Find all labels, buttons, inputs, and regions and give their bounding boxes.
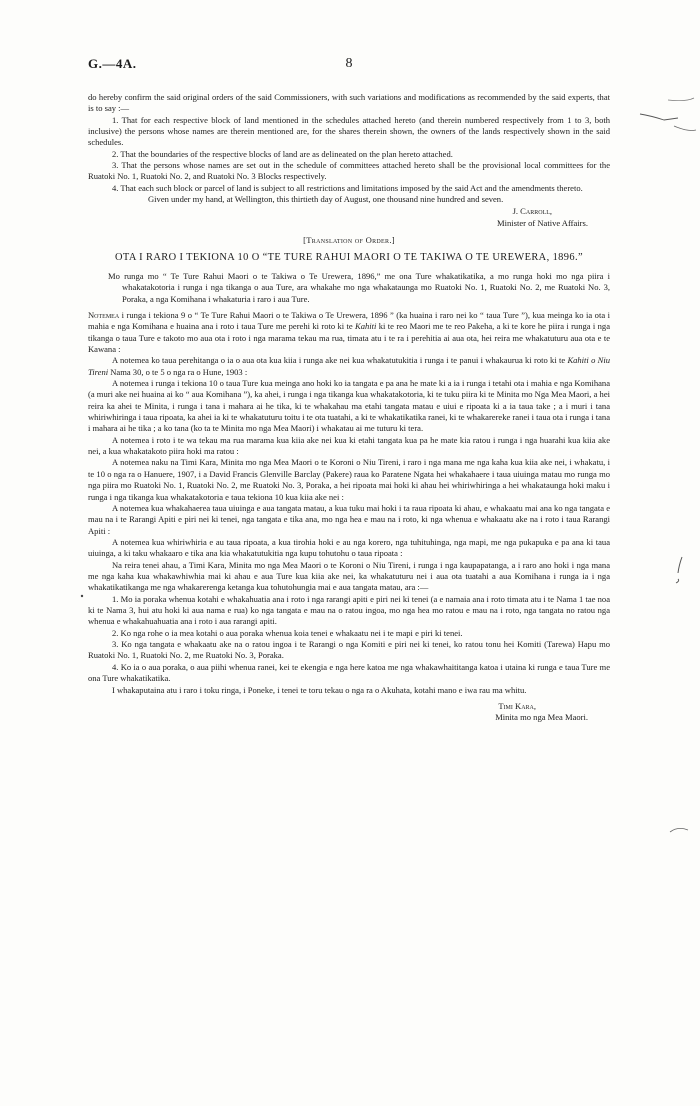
- maori-signature-title: Minita mo nga Mea Maori.: [495, 712, 588, 723]
- english-item: 4. That each such block or parcel of land is subject to all restrictions and limitations imposed by the said Act and the amendments thereto.: [112, 182, 583, 193]
- maori-paragraph-6: A notemea kua whakahaerea taua uiuinga e aua tangata matau, a kua tuku mai hoki i ta raua ripoata ki ahau, e whakaatu mai ana ko nga tangata e mau na i te Rarangi Apiti e piri nei ki tenei, nga tangata e tika ana, mo nga hea e mau na i roto, ki nga whenua e whakaatu ake na i roto i taua Rarangi Apiti :: [88, 502, 610, 536]
- maori-closing-line: I whakaputaina atu i raro i toku ringa, i Poneke, i tenei te toru tekau o nga ra o Akuhata, kotahi mano e iwa rau ma whitu.: [112, 685, 527, 696]
- english-signature-title: Minister of Native Affairs.: [497, 217, 588, 228]
- maori-item: 1. Mo ia poraka whenua kotahi e whakahuatia ana i roto i nga rarangi apiti e piri nei ki tenei (a e namaia ana i roto timata atu i te Nama 1 tae noa ki te Nama 3, hui atu hoki ki aua nama e rua) ko nga tangata e mau na o ratou ingoa, mo nga hea mo ratou e mau na i roto, nga tangata no ratou nga whenua e whakahuahuatia ana i roto i aua rarangi apiti.: [88, 593, 610, 627]
- page-number: 8: [345, 56, 353, 71]
- margin-curl-mark: [668, 824, 692, 838]
- maori-order-heading: OTA I RARO I TEKIONA 10 O “TE TURE RAHUI MAORI O TE TAKIWA O TE UREWERA, 1896.”: [115, 252, 583, 264]
- english-item: 2. That the boundaries of the respective blocks of land are as delineated on the plan hereto attached.: [112, 148, 453, 159]
- english-given-line: Given under my hand, at Wellington, this thirtieth day of August, one thousand nine hundred and seven.: [148, 194, 504, 205]
- maori-paragraph-3: A notemea i runga i tekiona 10 o taua Ture kua meinga ano hoki ko ia tangata e pa ana he mate ki a ia i runga i tetahi ota i mahia e nga Komihana (a muri ake nei huaina ai ko “ aua Komihana ”), ka ahei, i runga i nga tikanga kua whakatakotoria, ki te tuku piira ki te Minita mo Nga Mea Maori, a hei reira ka ahei te Minita, i runga i tana i mahara ai he tika, ki te whakahau ma etahi tangata matau e uiui e ripoata ki a ia taua take ; a i muri i tana whiriwhiringa i taua ripoata, ka ahei ia ki te whakatuturu toitu i te ota tuatahi, a ki te whakatikatika ranei, ki te whakarereke ranei i taua ota i runga i tana i mahara ai he tika ; a ko tana (ko ta te Minita mo nga Mea Maori) i whakatau ai me tuturu ki tera.: [88, 378, 610, 434]
- maori-signature-name: Timi Kara,: [498, 700, 536, 711]
- margin-dash-mark: [78, 591, 86, 601]
- document-page: [88, 58, 610, 723]
- translation-heading: [Translation of Order.]: [303, 235, 395, 246]
- maori-paragraph-1: Notemea i runga i tekiona 9 o “ Te Ture Rahui Maori o te Takiwa o Te Urewera, 1896 ” (ka huaina i raro nei ko “ taua Ture ”), kua meinga ko ia ota i mahia e nga Komihana e huaina ana i roto i taua Ture me perehi ki roto ki te Kahiti ki te reo Maori me te reo Pakeha, a ki te kore he piira i runga i nga tikanga o taua Ture e takoto mo aua ota i roto i nga marama tekau ma rua, timata atu i te ra i perehitia ai aua ota, hei reira me whakatuturu aua ota e te Kawana :: [88, 310, 610, 355]
- report-reference: G.—4A.: [88, 56, 137, 71]
- english-confirm-paragraph: do hereby confirm the said original orders of the said Commissioners, with such variations and modifications as recommended by the said experts, that is to say :—: [88, 92, 610, 114]
- maori-preamble: Mo runga mo “ Te Ture Rahui Maori o te Takiwa o Te Urewera, 1896,” me ona Ture whakatikatika, a mo runga hoki mo nga piira i whakatakotoria i runga i nga tikanga o aua Ture, ara whakahe mo nga whakataunga mo Ruatoki No. 1, Ruatoki No. 2, me Ruatoki No. 3, Poraka, a nga Komihana i whakaturia i raro i aua Ture.: [108, 270, 610, 304]
- maori-item: 2. Ko nga rohe o ia mea kotahi o aua poraka whenua koia tenei e whakaatu nei i te mapi e piri ki tenei.: [112, 627, 463, 638]
- english-signature-name: J. Carroll,: [512, 206, 552, 217]
- maori-paragraph-8: Na reira tenei ahau, a Timi Kara, Minita mo nga Mea Maori o te Koroni o Niu Tireni, i runga i nga kaupapatanga, a i raro ano hoki i nga mana me nga kaha kua whakawhiwhia mai ki ahau e aua Ture kua kiia ake nei, ka whakatuturu nei i aua ota tuatahi a aua Komihana i runga ia i nga whakatikatikanga me nga whakarerenga ketanga kua tohutohungia mai e aua tangata matau, ara :—: [88, 559, 610, 593]
- margin-bracket-mark: [638, 96, 698, 136]
- kahiti-niu-tireni-ref: Kahiti o Niu Tireni: [88, 355, 610, 377]
- maori-paragraph-5: A notemea naku na Timi Kara, Minita mo nga Mea Maori o te Koroni o Niu Tireni, i raro i nga mana me nga kaha kua kiia ake nei, i whakatu, i te 10 o nga ra o Hanuere, 1907, i a David Francis Glenville Barclay (Pakere) raua ko Paratene Ngata hei whakahaere i taua uiuinga matau mo runga mo nga piira mo Ruatoki No. 1, Ruatoki No. 2, me Ruatoki No. 3, Poraka, a hei ripoata mai hoki ki ahau hei whiriwhiringa a hei whakataunga hoki maku i runga i nga tikanga kua whakatakotoria e taua tekiona 10 kua kiia ake nei :: [88, 457, 610, 502]
- maori-paragraph-4: A notemea i roto i te wa tekau ma rua marama kua kiia ake nei kua ki etahi tangata kua pa he mate kia ratou i runga i nga huarahi kua kiia ake nei, a kua whakatakoto piira hoki ma ratou :: [88, 434, 610, 457]
- maori-paragraph-7: A notemea kua whiriwhiria e au taua ripoata, a kua tirohia hoki e au nga korero, nga tuhituhinga, nga mapi, me nga pukapuka e pa ana ki taua uiuinga, a ki taku whakaaro e tika ana kia whakatutukitia nga kupu tohutohu o taua ripoata :: [88, 536, 610, 559]
- maori-paragraph-2: A notemea ko taua perehitanga o ia o aua ota kua kiia i runga ake nei kua whakatutukitia i runga i te panui i whakaurua ki roto ki te Kahiti o Niu Tireni Nama 30, o te 5 o nga ra o Hune, 1903 :: [88, 355, 610, 377]
- notemea-lead: Notemea: [88, 310, 120, 320]
- margin-tick-mark: [670, 555, 692, 585]
- maori-item: 3. Ko nga tangata e whakaatu ake na o ratou ingoa i te Rarangi o nga Komiti e piri nei ki tenei, ko ratou tonu hei Komiti (Tarewa) Hapu mo Ruatoki No. 1, Ruatoki No. 2, me Ruatoki No. 3, Poraka.: [88, 638, 610, 661]
- kahiti-ref: Kahiti: [355, 321, 377, 332]
- maori-item: 4. Ko ia o aua poraka, o aua piihi whenua ranei, kei te ekengia e nga here katoa me nga whakawhaititanga katoa i utaina ki runga e taua Ture me ona Ture whakatikatika.: [88, 661, 610, 683]
- page-header: [88, 58, 610, 82]
- english-item: 3. That the persons whose names are set out in the schedule of committees attached hereto shall be the provisional local committees for the Ruatoki No. 1, Ruatoki No. 2, and Ruatoki No. 3 Blocks respectively.: [88, 160, 610, 182]
- english-item: 1. That for each respective block of land mentioned in the schedules attached hereto (and therein numbered respectively from 1 to 3, both inclusive) the persons whose names are therein mentioned are, for the shares therein shown, the owners of the lands respectively shown in the said schedules.: [88, 114, 610, 148]
